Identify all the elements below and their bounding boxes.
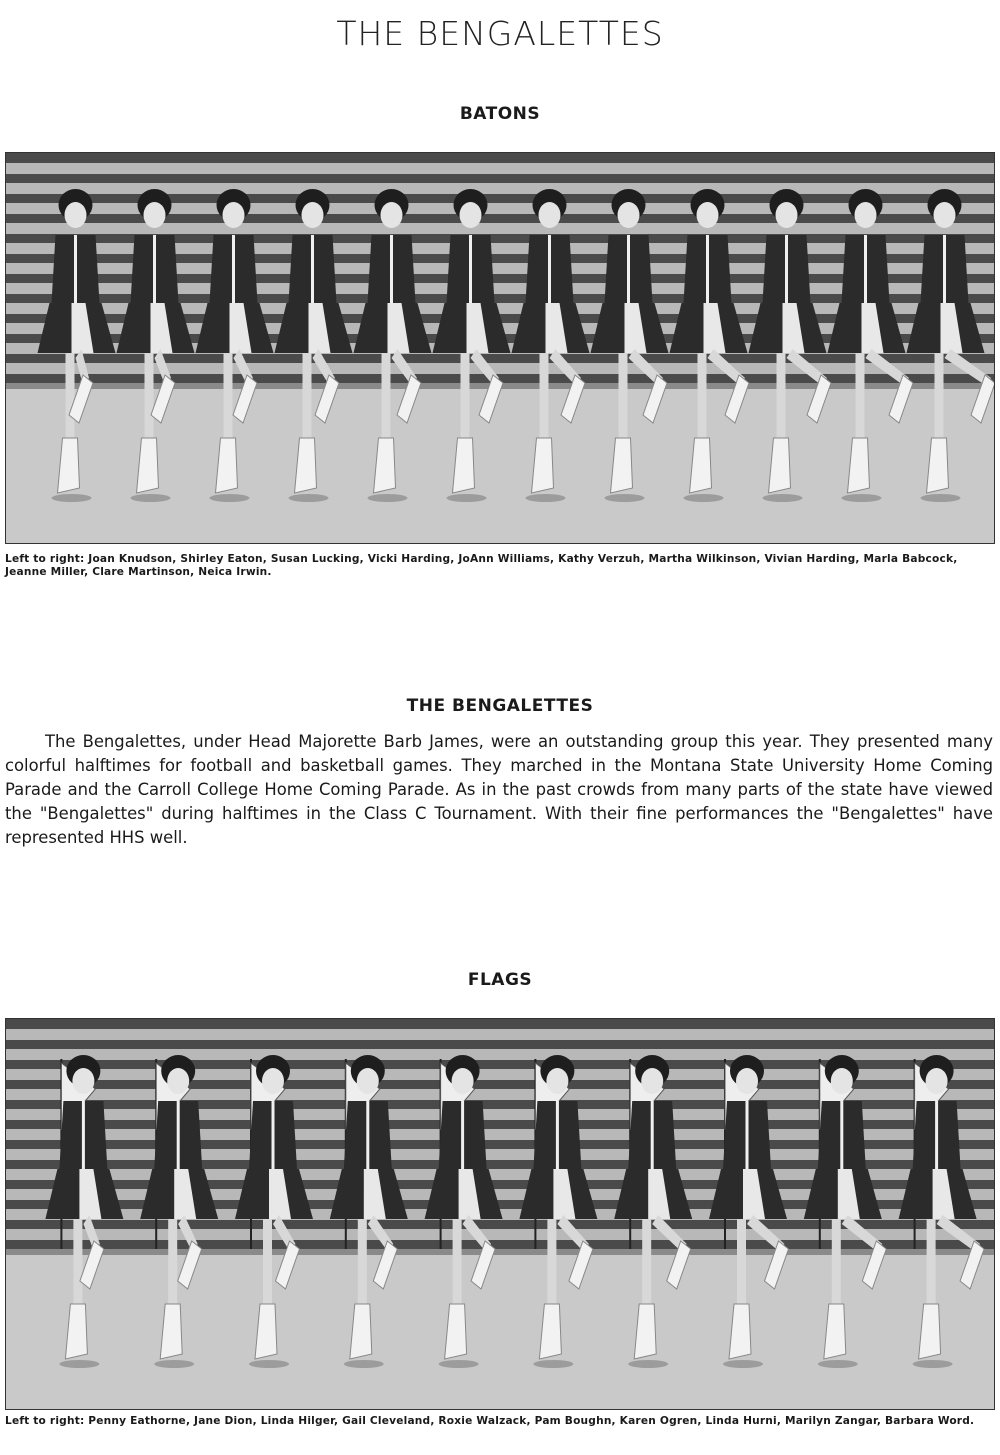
article-heading: THE BENGALETTES: [406, 696, 594, 716]
flags-heading: FLAGS: [467, 970, 533, 990]
article-body: The Bengalettes, under Head Majorette Barb James, were an outstanding group this year. They presented many colorful halftimes for football and basketball games. They marched in the Montana State University Home Coming Parade and the Carroll College Home Coming Parade. As in the past crowds from many parts of the state have viewed the "Bengalettes" during halftimes in the Class C Tournament. With their fine performances the "Bengalettes" have represented HHS well.: [5, 732, 993, 847]
batons-photo-illustration: [6, 153, 994, 543]
flags-photo: [5, 1018, 995, 1410]
flags-photo-illustration: [6, 1019, 994, 1409]
batons-photo: [5, 152, 995, 544]
page-title: THE BENGALETTES: [336, 14, 664, 53]
flags-caption: Left to right: Penny Eathorne, Jane Dion, Linda Hilger, Gail Cleveland, Roxie Walzack, Pam Boughn, Karen Ogren, Linda Hurni, Marilyn Zangar, Barbara Word.: [5, 1415, 975, 1427]
batons-heading: BATONS: [459, 104, 541, 124]
batons-caption: Left to right: Joan Knudson, Shirley Eaton, Susan Lucking, Vicki Harding, JoAnn Williams, Kathy Verzuh, Martha Wilkinson, Vivian Harding, Marla Babcock, Jeanne Miller, Clare Martinson, Neica Irwin.: [5, 553, 958, 578]
